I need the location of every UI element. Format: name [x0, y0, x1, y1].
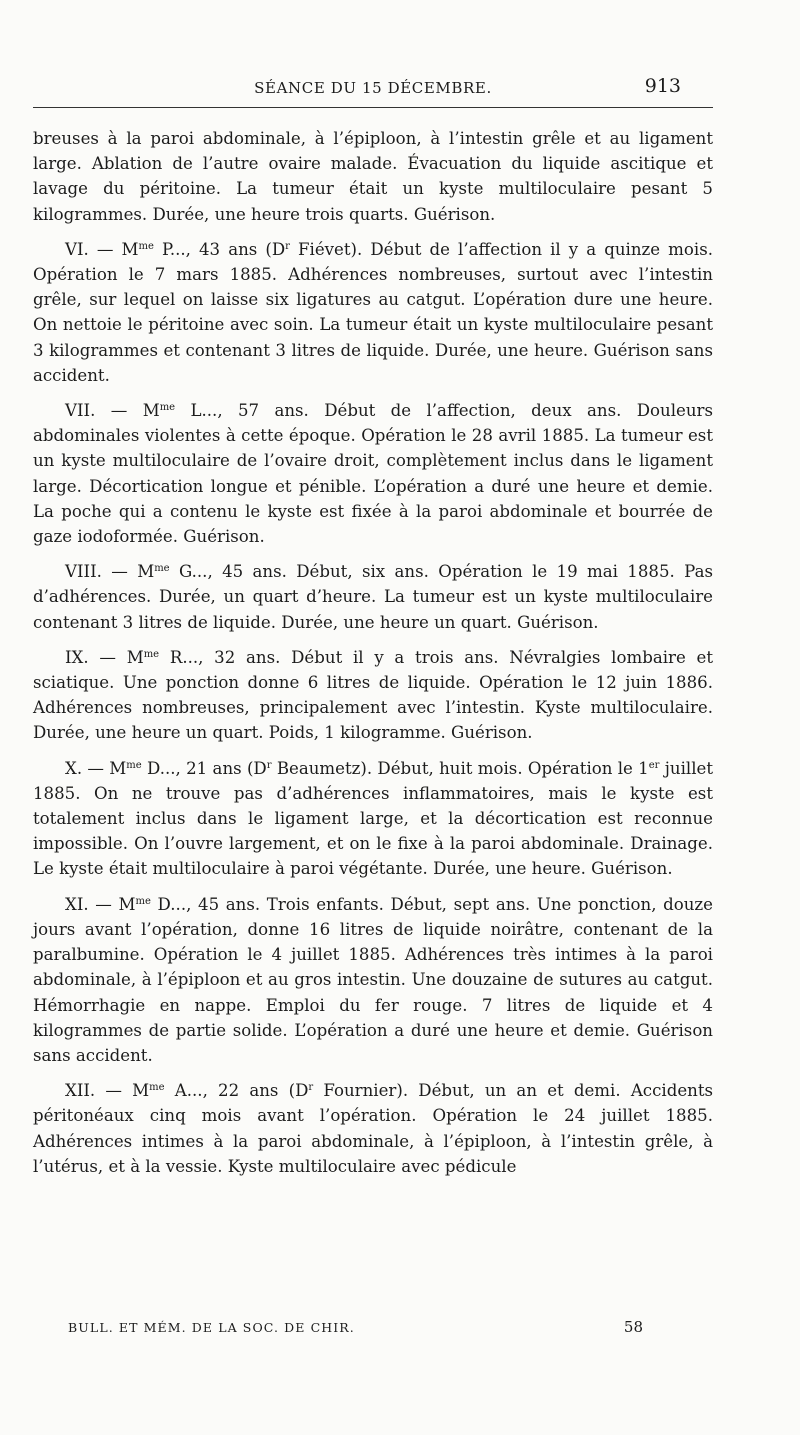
case-xi-paragraph: XI. — $M^{me}$ D..., 45 ans. Trois enfants. Début, sept ans. Une ponction, douze jours avant l’opération, donne 16 litres de liquide noirâtre, contenant de la paralbumine. Opération le 4 juillet 1885. Adhérences très intimes à la paroi abdominale, à l’épiploon et au gros intestin. Une douzaine de sutures au catgut. Hémorrhagie en nappe. Emploi du fer rouge. 7 litres de liquide et 4 kilogrammes de partie solide. L’opération a duré une heure et demie. Guérison sans accident.: [33, 894, 713, 1065]
case-ix-paragraph: IX. — $M^{me}$ R..., 32 ans. Début il y a trois ans. Névralgies lombaire et sciatique. Une ponction donne 6 litres de liquide. Opération le 12 juin 1886. Adhérences nombreuses, principalement avec l’intestin. Kyste multiloculaire. Durée, une heure un quart. Poids, 1 kilogramme. Guérison.: [33, 647, 713, 743]
page-header: [33, 71, 713, 108]
journal-footer: BULL. ET MÉM. DE LA SOC. DE CHIR.: [68, 1320, 355, 1335]
case-vi-paragraph: VI. — $M^{me}$ P..., 43 ans ($D^r$ Fiévet). Début de l’affection il y a quinze mois. Opération le 7 mars 1885. Adhérences nombreuses, surtout avec l’intestin grêle, sur lequel on laisse six ligatures au catgut. L’opération dure une heure. On nettoie le péritoine avec soin. La tumeur était un kyste multiloculaire pesant 3 kilogrammes et contenant 3 litres de liquide. Durée, une heure. Guérison sans accident.: [33, 239, 713, 385]
case-viii-paragraph: VIII. — $M^{me}$ G..., 45 ans. Début, six ans. Opération le 19 mai 1885. Pas d’adhérences. Durée, un quart d’heure. La tumeur est un kyste multiloculaire contenant 3 litres de liquide. Durée, une heure un quart. Guérison.: [33, 562, 713, 632]
page-footer: [68, 1320, 643, 1342]
running-head: SÉANCE DU 15 DÉCEMBRE.: [254, 79, 492, 97]
case-xii-paragraph: XII. — $M^{me}$ A..., 22 ans ($D^r$ Fournier). Début, un an et demi. Accidents péritonéaux cinq mois avant l’opération. Opération le 24 juillet 1885. Adhérences intimes à la paroi abdominale, à l’épiploon, à l’intestin grêle, à l’utérus, et à la vessie. Kyste multiloculaire avec pédicule: [33, 1081, 714, 1176]
signature-number: 58: [623, 1318, 643, 1336]
body-text: [33, 126, 713, 1179]
case-x-paragraph: X. — $M^{me}$ D..., 21 ans ($D^r$ Beaumetz). Début, huit mois. Opération le 1er juillet 1885. On ne trouve pas d’adhérences inflammatoires, mais le kyste est totalement inclus dans le ligament large, et la décortication est reconnue impossible. On l’ouvre largement, et on le fixe à la paroi abdominale. Drainage. Le kyste était multiloculaire à paroi végétante. Durée, une heure. Guérison.: [33, 758, 713, 879]
paragraph-continuation: breuses à la paroi abdominale, à l’épiploon, à l’intestin grêle et au ligament large. Ablation de l’autre ovaire malade. Évacuation du liquide ascitique et lavage du péritoine. La tumeur était un kyste multiloculaire pesant 5 kilogrammes. Durée, une heure trois quarts. Guérison.: [33, 129, 713, 224]
page-number: 913: [644, 75, 681, 97]
case-vii-paragraph: VII. — $M^{me}$ L..., 57 ans. Début de l’affection, deux ans. Douleurs abdominales violentes à cette époque. Opération le 28 avril 1885. La tumeur est un kyste multiloculaire de l’ovaire droit, complètement inclus dans le ligament large. Décortication longue et pénible. L’opération a duré une heure et demie. La poche qui a contenu le kyste est fixée à la paroi abdominale et bourrée de gaze iodoformée. Guérison.: [33, 401, 713, 547]
